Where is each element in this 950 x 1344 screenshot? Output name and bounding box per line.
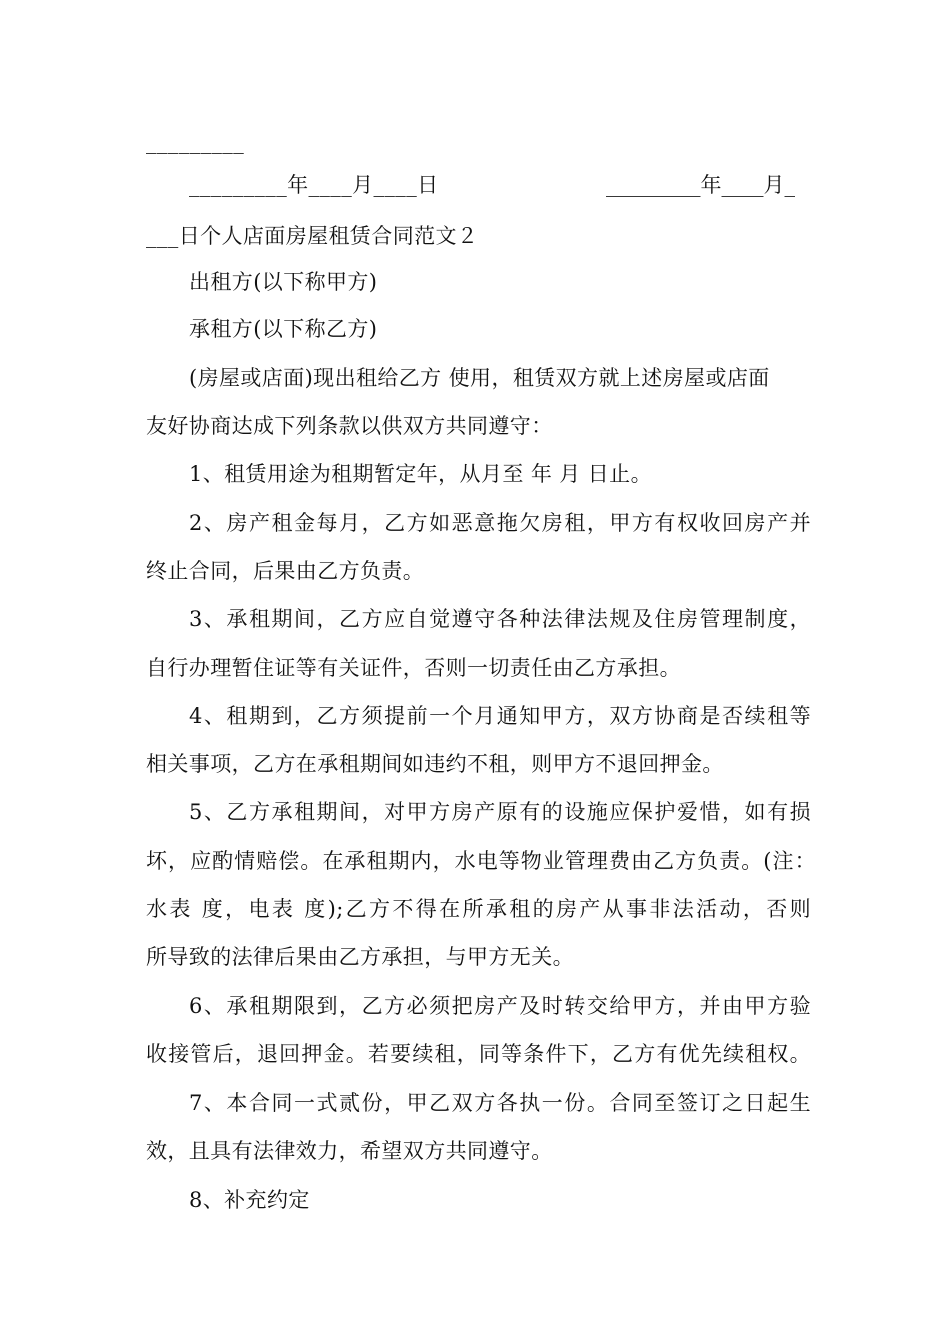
clause-6-line-2: 收接管后，退回押金。若要续租，同等条件下，乙方有优先续租权。: [146, 1042, 811, 1066]
clause-2-line-1: 2、房产租金每月，乙方如恶意拖欠房租，甲方有权收回房产并: [189, 511, 811, 535]
clause-5-line-3: 水表 度，电表 度);乙方不得在所承租的房产从事非法活动，否则: [146, 897, 811, 921]
signature-blank: _________: [146, 130, 245, 154]
intro-line-2: 友好协商达成下列条款以供双方共同遵守：: [146, 414, 553, 438]
lessor-line: 出租方(以下称甲方): [189, 270, 378, 294]
clause-7-line-2: 效，且具有法律效力，希望双方共同遵守。: [146, 1139, 553, 1163]
document-title-line: ___日个人店面房屋租赁合同范文２: [146, 224, 479, 248]
clause-3-line-2: 自行办理暂住证等有关证件，否则一切责任由乙方承担。: [146, 656, 681, 680]
clause-1: 1、租赁用途为租期暂定年，从月至 年 月 日止。: [189, 462, 652, 486]
clause-6-line-1: 6、承租期限到，乙方必须把房产及时转交给甲方，并由甲方验: [189, 994, 811, 1018]
lessee-line: 承租方(以下称乙方): [189, 317, 378, 341]
clause-5-line-1: 5、乙方承租期间，对甲方房产原有的设施应保护爱惜，如有损: [189, 800, 811, 824]
intro-line-1: (房屋或店面)现出租给乙方 使用，租赁双方就上述房屋或店面: [189, 366, 770, 390]
clause-5-line-2: 坏，应酌情赔偿。在承租期内，水电等物业管理费由乙方负责。(注：: [146, 849, 816, 873]
date-line-left: _________年____月____日: [189, 173, 439, 197]
clause-5-line-4: 所导致的法律后果由乙方承担，与甲方无关。: [146, 945, 574, 969]
date-line-right: _________年____月_: [606, 173, 795, 197]
clause-3-line-1: 3、承租期间，乙方应自觉遵守各种法律法规及住房管理制度，: [189, 607, 811, 631]
clause-2-line-2: 终止合同，后果由乙方负责。: [146, 559, 425, 583]
clause-4-line-2: 相关事项，乙方在承租期间如违约不租，则甲方不退回押金。: [146, 752, 724, 776]
clause-7-line-1: 7、本合同一式贰份，甲乙双方各执一份。合同至签订之日起生: [189, 1091, 811, 1115]
clause-4-line-1: 4、租期到，乙方须提前一个月通知甲方，双方协商是否续租等: [189, 704, 811, 728]
clause-8: 8、补充约定: [189, 1188, 310, 1212]
